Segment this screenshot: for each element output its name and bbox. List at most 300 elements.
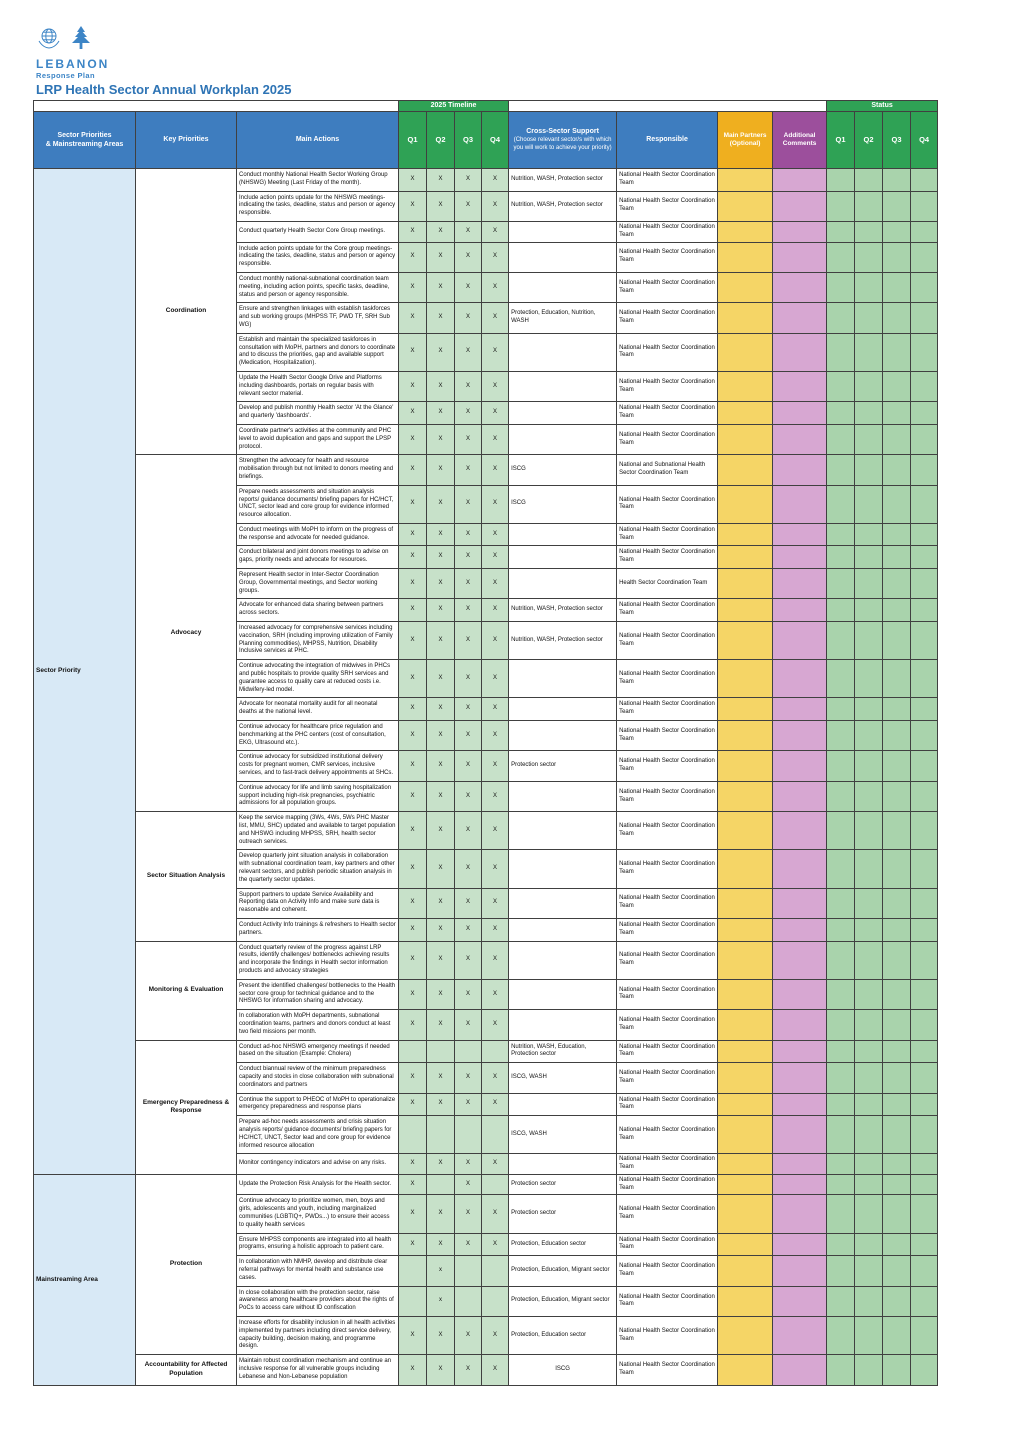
sector-group-cell: Mainstreaming Area [34,1174,136,1385]
timeline-band-header: 2025 Timeline [399,101,509,112]
timeline-q2-cell: X [427,1355,455,1385]
timeline-q4-cell: X [482,333,509,371]
cross-sector-cell [509,221,617,242]
status-q3-cell [883,1317,911,1355]
responsible-cell: National Health Sector Coordination Team [617,622,718,660]
status-q2-cell [855,333,883,371]
status-q1-cell [827,1174,855,1195]
status-q1-cell [827,523,855,546]
cross-sector-cell [509,242,617,272]
status-q4-cell [911,402,938,425]
status-q3-cell [883,569,911,599]
timeline-q4-cell: X [482,221,509,242]
timeline-q2-cell: X [427,303,455,333]
status-q1-cell [827,333,855,371]
cross-sector-cell: Protection sector [509,1195,617,1233]
action-cell: Conduct biannual review of the minimum preparedness capacity and stocks in close collaboration with subnational coordinators and partners [237,1063,399,1093]
col-header-status-q3: Q3 [883,112,911,169]
timeline-q3-cell: X [455,918,482,941]
timeline-q4-cell: X [482,1154,509,1175]
main-partners-cell [718,812,773,850]
status-q4-cell [911,1317,938,1355]
additional-comments-cell [773,1233,827,1256]
timeline-q3-cell: X [455,1093,482,1116]
additional-comments-cell [773,455,827,485]
status-q3-cell [883,1116,911,1154]
action-cell: Continue advocating the integration of midwives in PHCs and public hospitals to provide quality SRH services and guarantee access to quality care at reduced costs i.e. Midwifery-led model. [237,660,399,698]
additional-comments-cell [773,1063,827,1093]
key-priority-cell: Protection [136,1174,237,1354]
timeline-q3-cell: X [455,721,482,751]
timeline-q2-cell [427,1116,455,1154]
timeline-q1-cell [399,1040,427,1063]
main-partners-cell [718,918,773,941]
main-partners-cell [718,599,773,622]
timeline-q1-cell: X [399,888,427,918]
timeline-q3-cell: X [455,371,482,401]
additional-comments-cell [773,333,827,371]
timeline-q3-cell: X [455,781,482,811]
main-partners-cell [718,622,773,660]
status-q3-cell [883,1195,911,1233]
timeline-q4-cell: X [482,303,509,333]
responsible-cell: National Health Sector Coordination Team [617,169,718,192]
status-q4-cell [911,698,938,721]
action-cell: Continue advocacy for life and limb saving hospitalization support including high-risk pregnancies, psychiatric admissions for all population groups. [237,781,399,811]
timeline-q3-cell: X [455,333,482,371]
status-q4-cell [911,424,938,454]
col-header-key-priorities: Key Priorities [136,112,237,169]
col-header-q4: Q4 [482,112,509,169]
timeline-q2-cell: X [427,979,455,1009]
status-q4-cell [911,1286,938,1316]
status-q2-cell [855,546,883,569]
action-cell: Conduct Activity Info trainings & refreshers to Health sector partners. [237,918,399,941]
action-cell: Ensure MHPSS components are integrated into all health programs, ensuring a holistic approach to patient care. [237,1233,399,1256]
timeline-q1-cell: X [399,660,427,698]
status-q3-cell [883,1174,911,1195]
status-q4-cell [911,751,938,781]
main-partners-cell [718,850,773,888]
additional-comments-cell [773,812,827,850]
status-q1-cell [827,371,855,401]
status-q1-cell [827,721,855,751]
timeline-q2-cell [427,1040,455,1063]
timeline-q2-cell: X [427,721,455,751]
cedar-tree-icon [66,25,96,56]
action-cell: In close collaboration with the protection sector, raise awareness among healthcare providers about the rights of PoCs to access care without ID confiscation [237,1286,399,1316]
additional-comments-cell [773,979,827,1009]
timeline-q2-cell: X [427,485,455,523]
status-q1-cell [827,303,855,333]
status-q4-cell [911,191,938,221]
action-cell: Present the identified challenges/ bottlenecks to the Health sector core group for technical guidance and to the NHSWG for information sharing and advocacy. [237,979,399,1009]
workplan-row [34,941,938,979]
header-band-row [34,101,938,112]
responsible-cell: National Health Sector Coordination Team [617,660,718,698]
main-partners-cell [718,1010,773,1040]
status-q1-cell [827,546,855,569]
responsible-cell: National Health Sector Coordination Team [617,402,718,425]
status-q2-cell [855,569,883,599]
status-q1-cell [827,191,855,221]
cross-sector-cell: Nutrition, WASH, Education, Protection sector [509,1040,617,1063]
status-q1-cell [827,272,855,302]
timeline-q4-cell [482,1116,509,1154]
timeline-q2-cell: X [427,272,455,302]
action-cell: Monitor contingency indicators and advise on any risks. [237,1154,399,1175]
main-partners-cell [718,1116,773,1154]
status-q3-cell [883,272,911,302]
status-q2-cell [855,1233,883,1256]
workplan-row [34,1040,938,1063]
additional-comments-cell [773,888,827,918]
main-partners-cell [718,1195,773,1233]
timeline-q4-cell: X [482,1195,509,1233]
action-cell: Increased advocacy for comprehensive services including vaccination, SRH (including improving utilization of Family Planning commodities), MHPSS, Nutrition, Disability Inclusive services at PHC. [237,622,399,660]
status-q3-cell [883,781,911,811]
timeline-q1-cell: X [399,979,427,1009]
status-q3-cell [883,242,911,272]
main-partners-cell [718,1233,773,1256]
status-q4-cell [911,303,938,333]
cross-sector-cell [509,546,617,569]
additional-comments-cell [773,850,827,888]
timeline-q2-cell: X [427,1154,455,1175]
status-q2-cell [855,1093,883,1116]
status-q3-cell [883,751,911,781]
action-cell: Establish and maintain the specialized taskforces in consultation with MoPH, partners and donors to coordinate and to discuss the priorities, gap and available support (Medication, Hospitalization). [237,333,399,371]
cross-sector-cell: Protection, Education, Nutrition, WASH [509,303,617,333]
timeline-q2-cell [427,1174,455,1195]
responsible-cell: National Health Sector Coordination Team [617,221,718,242]
timeline-q4-cell: X [482,523,509,546]
status-q1-cell [827,242,855,272]
cross-sector-cell [509,424,617,454]
status-q1-cell [827,455,855,485]
timeline-q4-cell: X [482,812,509,850]
action-cell: Continue advocacy to prioritize women, men, boys and girls, adolescents and youth, including marginalized communities (LGBTIQ+, PWDs...) to ensure their access to quality health services [237,1195,399,1233]
main-partners-cell [718,272,773,302]
action-cell: Update the Health Sector Google Drive and Platforms including dashboards, portals on regular basis with relevant sector material. [237,371,399,401]
timeline-q2-cell: X [427,622,455,660]
timeline-q1-cell: X [399,303,427,333]
timeline-q3-cell: X [455,1317,482,1355]
additional-comments-cell [773,1317,827,1355]
responsible-cell: National Health Sector Coordination Team [617,371,718,401]
timeline-q3-cell: X [455,1233,482,1256]
responsible-cell: National Health Sector Coordination Team [617,751,718,781]
timeline-q3-cell: X [455,455,482,485]
additional-comments-cell [773,1154,827,1175]
status-q2-cell [855,812,883,850]
status-q3-cell [883,402,911,425]
status-q1-cell [827,1286,855,1316]
status-q3-cell [883,918,911,941]
status-q2-cell [855,1317,883,1355]
status-q4-cell [911,455,938,485]
timeline-q3-cell: X [455,169,482,192]
status-q2-cell [855,1010,883,1040]
status-q1-cell [827,169,855,192]
status-q2-cell [855,888,883,918]
status-band-header: Status [827,101,938,112]
status-q2-cell [855,402,883,425]
status-q4-cell [911,546,938,569]
status-q4-cell [911,660,938,698]
timeline-q1-cell [399,1116,427,1154]
main-partners-cell [718,1174,773,1195]
status-q1-cell [827,1195,855,1233]
timeline-q3-cell: X [455,660,482,698]
status-q3-cell [883,169,911,192]
status-q2-cell [855,221,883,242]
timeline-q4-cell: X [482,850,509,888]
timeline-q3-cell: X [455,485,482,523]
status-q1-cell [827,402,855,425]
timeline-q2-cell: X [427,918,455,941]
timeline-q3-cell: X [455,1195,482,1233]
responsible-cell: National Health Sector Coordination Team [617,888,718,918]
main-partners-cell [718,569,773,599]
workplan-table [33,100,938,1386]
additional-comments-cell [773,303,827,333]
timeline-q4-cell: X [482,1063,509,1093]
status-q3-cell [883,599,911,622]
status-q2-cell [855,721,883,751]
responsible-cell: National Health Sector Coordination Team [617,1154,718,1175]
timeline-q3-cell: X [455,523,482,546]
responsible-cell: National Health Sector Coordination Team [617,1233,718,1256]
responsible-cell: National and Subnational Health Sector Coordination Team [617,455,718,485]
timeline-q3-cell: X [455,1063,482,1093]
status-q4-cell [911,169,938,192]
status-q3-cell [883,546,911,569]
additional-comments-cell [773,1116,827,1154]
timeline-q4-cell: X [482,1093,509,1116]
responsible-cell: National Health Sector Coordination Team [617,485,718,523]
timeline-q4-cell [482,1256,509,1286]
responsible-cell: National Health Sector Coordination Team [617,721,718,751]
timeline-q4-cell: X [482,371,509,401]
action-cell: Coordinate partner's activities at the community and PHC level to avoid duplication and gaps and support the LPSP protocol. [237,424,399,454]
cross-sector-cell [509,523,617,546]
responsible-cell: National Health Sector Coordination Team [617,1010,718,1040]
status-q3-cell [883,1233,911,1256]
header-row [34,112,938,169]
timeline-q4-cell [482,1040,509,1063]
action-cell: Keep the service mapping (3Ws, 4Ws, 5Ws PHC Master list, MMU, SHC) updated and available to target population and NHSWG including MHPSS, SRH, health sector outreach services. [237,812,399,850]
status-q2-cell [855,698,883,721]
status-q4-cell [911,371,938,401]
status-q3-cell [883,941,911,979]
main-partners-cell [718,191,773,221]
action-cell: Continue advocacy for subsidized institutional delivery costs for pregnant women, CMR services, inclusive services, and to fast-track delivery appointments at SHCs. [237,751,399,781]
status-q2-cell [855,1355,883,1385]
status-q1-cell [827,979,855,1009]
status-q2-cell [855,424,883,454]
status-q2-cell [855,1154,883,1175]
timeline-q2-cell: X [427,1233,455,1256]
timeline-q2-cell: X [427,812,455,850]
status-q1-cell [827,569,855,599]
cross-sector-cell: Protection sector [509,1174,617,1195]
timeline-q1-cell [399,1256,427,1286]
cross-sector-cell: Protection, Education sector [509,1317,617,1355]
action-cell: Maintain robust coordination mechanism and continue an inclusive response for all vulnerable groups including Lebanese and Non-Lebanese population [237,1355,399,1385]
logo-wordmark: LEBANON [36,57,110,71]
status-q1-cell [827,1063,855,1093]
status-q4-cell [911,1116,938,1154]
additional-comments-cell [773,622,827,660]
timeline-q4-cell: X [482,622,509,660]
responsible-cell: National Health Sector Coordination Team [617,850,718,888]
additional-comments-cell [773,941,827,979]
main-partners-cell [718,303,773,333]
status-q3-cell [883,221,911,242]
timeline-q4-cell [482,1174,509,1195]
timeline-q1-cell: X [399,546,427,569]
timeline-q3-cell: X [455,941,482,979]
timeline-q4-cell: X [482,888,509,918]
action-cell: Conduct monthly National Health Sector Working Group (NHSWG) Meeting (Last Friday of the month). [237,169,399,192]
action-cell: Support partners to update Service Availability and Reporting data on Activity Info and make sure data is reasonable and coherent. [237,888,399,918]
status-q4-cell [911,812,938,850]
responsible-cell: National Health Sector Coordination Team [617,242,718,272]
status-q4-cell [911,1174,938,1195]
timeline-q1-cell: X [399,1233,427,1256]
cross-sector-cell [509,272,617,302]
cross-sector-cell: Protection, Education sector [509,1233,617,1256]
action-cell: Conduct monthly national-subnational coordination team meeting, including action points, specific tasks, deadline, status and person or agency responsible. [237,272,399,302]
col-header-sector: Sector Priorities & Mainstreaming Areas [34,112,136,169]
timeline-q2-cell: X [427,1195,455,1233]
timeline-q4-cell: X [482,242,509,272]
responsible-cell: National Health Sector Coordination Team [617,523,718,546]
timeline-q2-cell: X [427,1093,455,1116]
col-header-cross-sector: Cross-Sector Support (Choose relevant sector/s with which you will work to achieve your priority) [509,112,617,169]
timeline-q2-cell: X [427,455,455,485]
status-q4-cell [911,979,938,1009]
action-cell: Update the Protection Risk Analysis for the Health sector. [237,1174,399,1195]
cross-sector-cell: Protection, Education, Migrant sector [509,1256,617,1286]
cross-sector-cell [509,941,617,979]
additional-comments-cell [773,221,827,242]
status-q1-cell [827,941,855,979]
timeline-q2-cell: X [427,546,455,569]
status-q4-cell [911,941,938,979]
timeline-q2-cell: X [427,1010,455,1040]
timeline-q1-cell: X [399,941,427,979]
status-q3-cell [883,191,911,221]
cross-sector-cell: ISCG [509,455,617,485]
timeline-q2-cell: X [427,242,455,272]
key-priority-cell: Advocacy [136,455,237,812]
main-partners-cell [718,1063,773,1093]
timeline-q1-cell: X [399,1174,427,1195]
additional-comments-cell [773,1256,827,1286]
timeline-q1-cell: X [399,1317,427,1355]
additional-comments-cell [773,169,827,192]
status-q4-cell [911,850,938,888]
action-cell: Include action points update for the Core group meetings- indicating the tasks, deadline, status and person or agency responsible. [237,242,399,272]
timeline-q2-cell: X [427,191,455,221]
additional-comments-cell [773,191,827,221]
cross-sector-cell [509,850,617,888]
status-q1-cell [827,850,855,888]
cross-sector-cell [509,1093,617,1116]
status-q4-cell [911,1010,938,1040]
timeline-q4-cell: X [482,979,509,1009]
responsible-cell: National Health Sector Coordination Team [617,812,718,850]
action-cell: Prepare ad-hoc needs assessments and crisis situation analysis reports/ guidance documents/ briefing papers for HC/HCT, UNCT, Sector lead and core group for evidence informed resource allocation [237,1116,399,1154]
additional-comments-cell [773,546,827,569]
key-priority-cell: Sector Situation Analysis [136,812,237,941]
timeline-q3-cell: X [455,622,482,660]
action-cell: Continue the support to PHEOC of MoPH to operationalize emergency preparedness and response plans [237,1093,399,1116]
workplan-row [34,1174,938,1195]
timeline-q2-cell: X [427,371,455,401]
timeline-q3-cell: X [455,424,482,454]
status-q2-cell [855,1116,883,1154]
status-q2-cell [855,1040,883,1063]
main-partners-cell [718,1154,773,1175]
action-cell: Ensure and strengthen linkages with establish taskforces and sub working groups (MHPSS TF, PWD TF, SRH Sub WG) [237,303,399,333]
status-q4-cell [911,1063,938,1093]
status-q1-cell [827,1040,855,1063]
main-partners-cell [718,751,773,781]
status-q2-cell [855,523,883,546]
timeline-q1-cell: X [399,698,427,721]
timeline-q3-cell [455,1040,482,1063]
main-partners-cell [718,546,773,569]
additional-comments-cell [773,424,827,454]
cross-sector-cell [509,721,617,751]
timeline-q3-cell: X [455,1174,482,1195]
status-q4-cell [911,485,938,523]
action-cell: Include action points update for the NHSWG meetings- indicating the tasks, deadline, status and person or agency responsible. [237,191,399,221]
timeline-q2-cell: X [427,781,455,811]
responsible-cell: National Health Sector Coordination Team [617,941,718,979]
additional-comments-cell [773,599,827,622]
main-partners-cell [718,979,773,1009]
timeline-q4-cell [482,1286,509,1316]
timeline-q1-cell: X [399,191,427,221]
timeline-q1-cell: X [399,1010,427,1040]
status-q2-cell [855,918,883,941]
action-cell: Conduct ad-hoc NHSWG emergency meetings if needed based on the situation (Example: Cholera) [237,1040,399,1063]
timeline-q4-cell: X [482,698,509,721]
additional-comments-cell [773,1093,827,1116]
main-partners-cell [718,698,773,721]
responsible-cell: Health Sector Coordination Team [617,569,718,599]
main-partners-cell [718,523,773,546]
timeline-q1-cell: X [399,1195,427,1233]
main-partners-cell [718,888,773,918]
status-q2-cell [855,781,883,811]
status-q2-cell [855,1195,883,1233]
timeline-q4-cell: X [482,485,509,523]
status-q1-cell [827,622,855,660]
status-q4-cell [911,272,938,302]
cross-sector-cell: ISCG [509,485,617,523]
status-q3-cell [883,698,911,721]
page-title: LRP Health Sector Annual Workplan 2025 [36,82,292,97]
status-q3-cell [883,1063,911,1093]
additional-comments-cell [773,523,827,546]
timeline-q2-cell: X [427,599,455,622]
cross-sector-cell [509,402,617,425]
